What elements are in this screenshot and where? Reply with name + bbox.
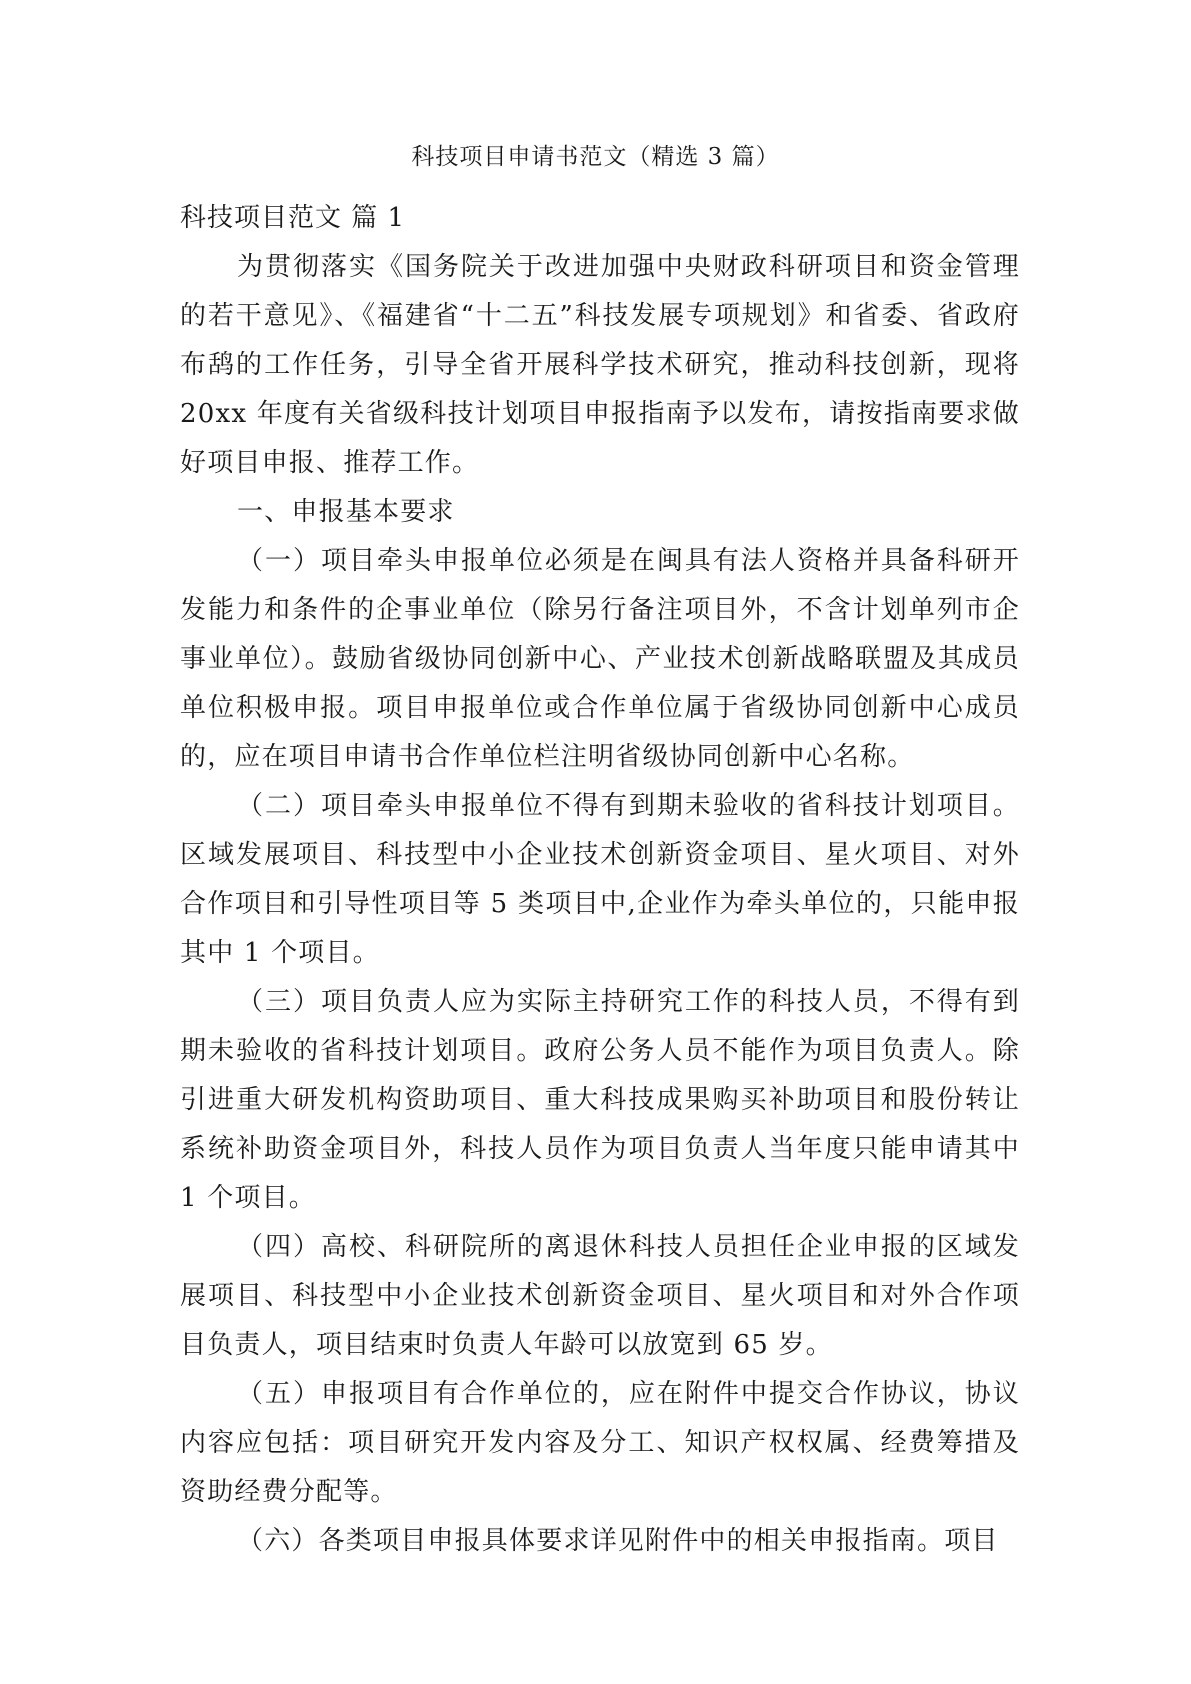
document-title: 科技项目申请书范文（精选 3 篇） (411, 144, 780, 170)
paragraph-heading-requirements: 一、申报基本要求 (237, 497, 455, 527)
paragraph-item-3: （三）项目负责人应为实际主持研究工作的科技人员，不得有到期未验收的省科技计划项目。政府公务人员不能作为项目负责人。除引进重大研发机构资助项目、重大科技成果购买补助项目和股份转让系统补助资金项目外，科技人员作为项目负责人当年度只能申请其中 1 个项目。 (180, 987, 1020, 1213)
document-body (180, 243, 1020, 1566)
paragraph-item-6: （六）各类项目申报具体要求详见附件中的相关申报指南。项目 (237, 1526, 999, 1556)
paragraph-item-4: （四）高校、科研院所的离退休科技人员担任企业申报的区域发展项目、科技型中小企业技术创新资金项目、星火项目和对外合作项目负责人，项目结束时负责人年龄可以放宽到 65 岁。 (180, 1232, 1020, 1360)
paragraph-intro: 为贯彻落实《国务院关于改进加强中央财政科研项目和资金管理的若干意见》、《福建省“十二五”科技发展专项规划》和省委、省政府布鸹的工作任务，引导全省开展科学技术研究，推动科技创新，现将 20xx 年度有关省级科技计划项目申报指南予以发布，请按指南要求做好项目申报、推荐工作。 (180, 252, 1020, 478)
paragraph-item-2: （二）项目牵头申报单位不得有到期未验收的省科技计划项目。区域发展项目、科技型中小企业技术创新资金项目、星火项目、对外合作项目和引导性项目等 5 类项目中,企业作为牵头单位的，只能申报其中 1 个项目。 (180, 791, 1020, 968)
paragraph-item-5: （五）申报项目有合作单位的，应在附件中提交合作协议，协议内容应包括：项目研究开发内容及分工、知识产权权属、经费筹措及资助经费分配等。 (180, 1379, 1020, 1507)
paragraph-item-1: （一）项目牵头申报单位必须是在闽具有法人资格并具备科研开发能力和条件的企事业单位（除另行备注项目外，不含计划单列市企事业单位）。鼓励省级协同创新中心、产业技术创新战略联盟及其成员单位积极申报。项目申报单位或合作单位属于省级协同创新中心成员的，应在项目申请书合作单位栏注明省级协同创新中心名称。 (180, 546, 1020, 772)
section-heading: 科技项目范文 篇 1 (180, 203, 406, 233)
